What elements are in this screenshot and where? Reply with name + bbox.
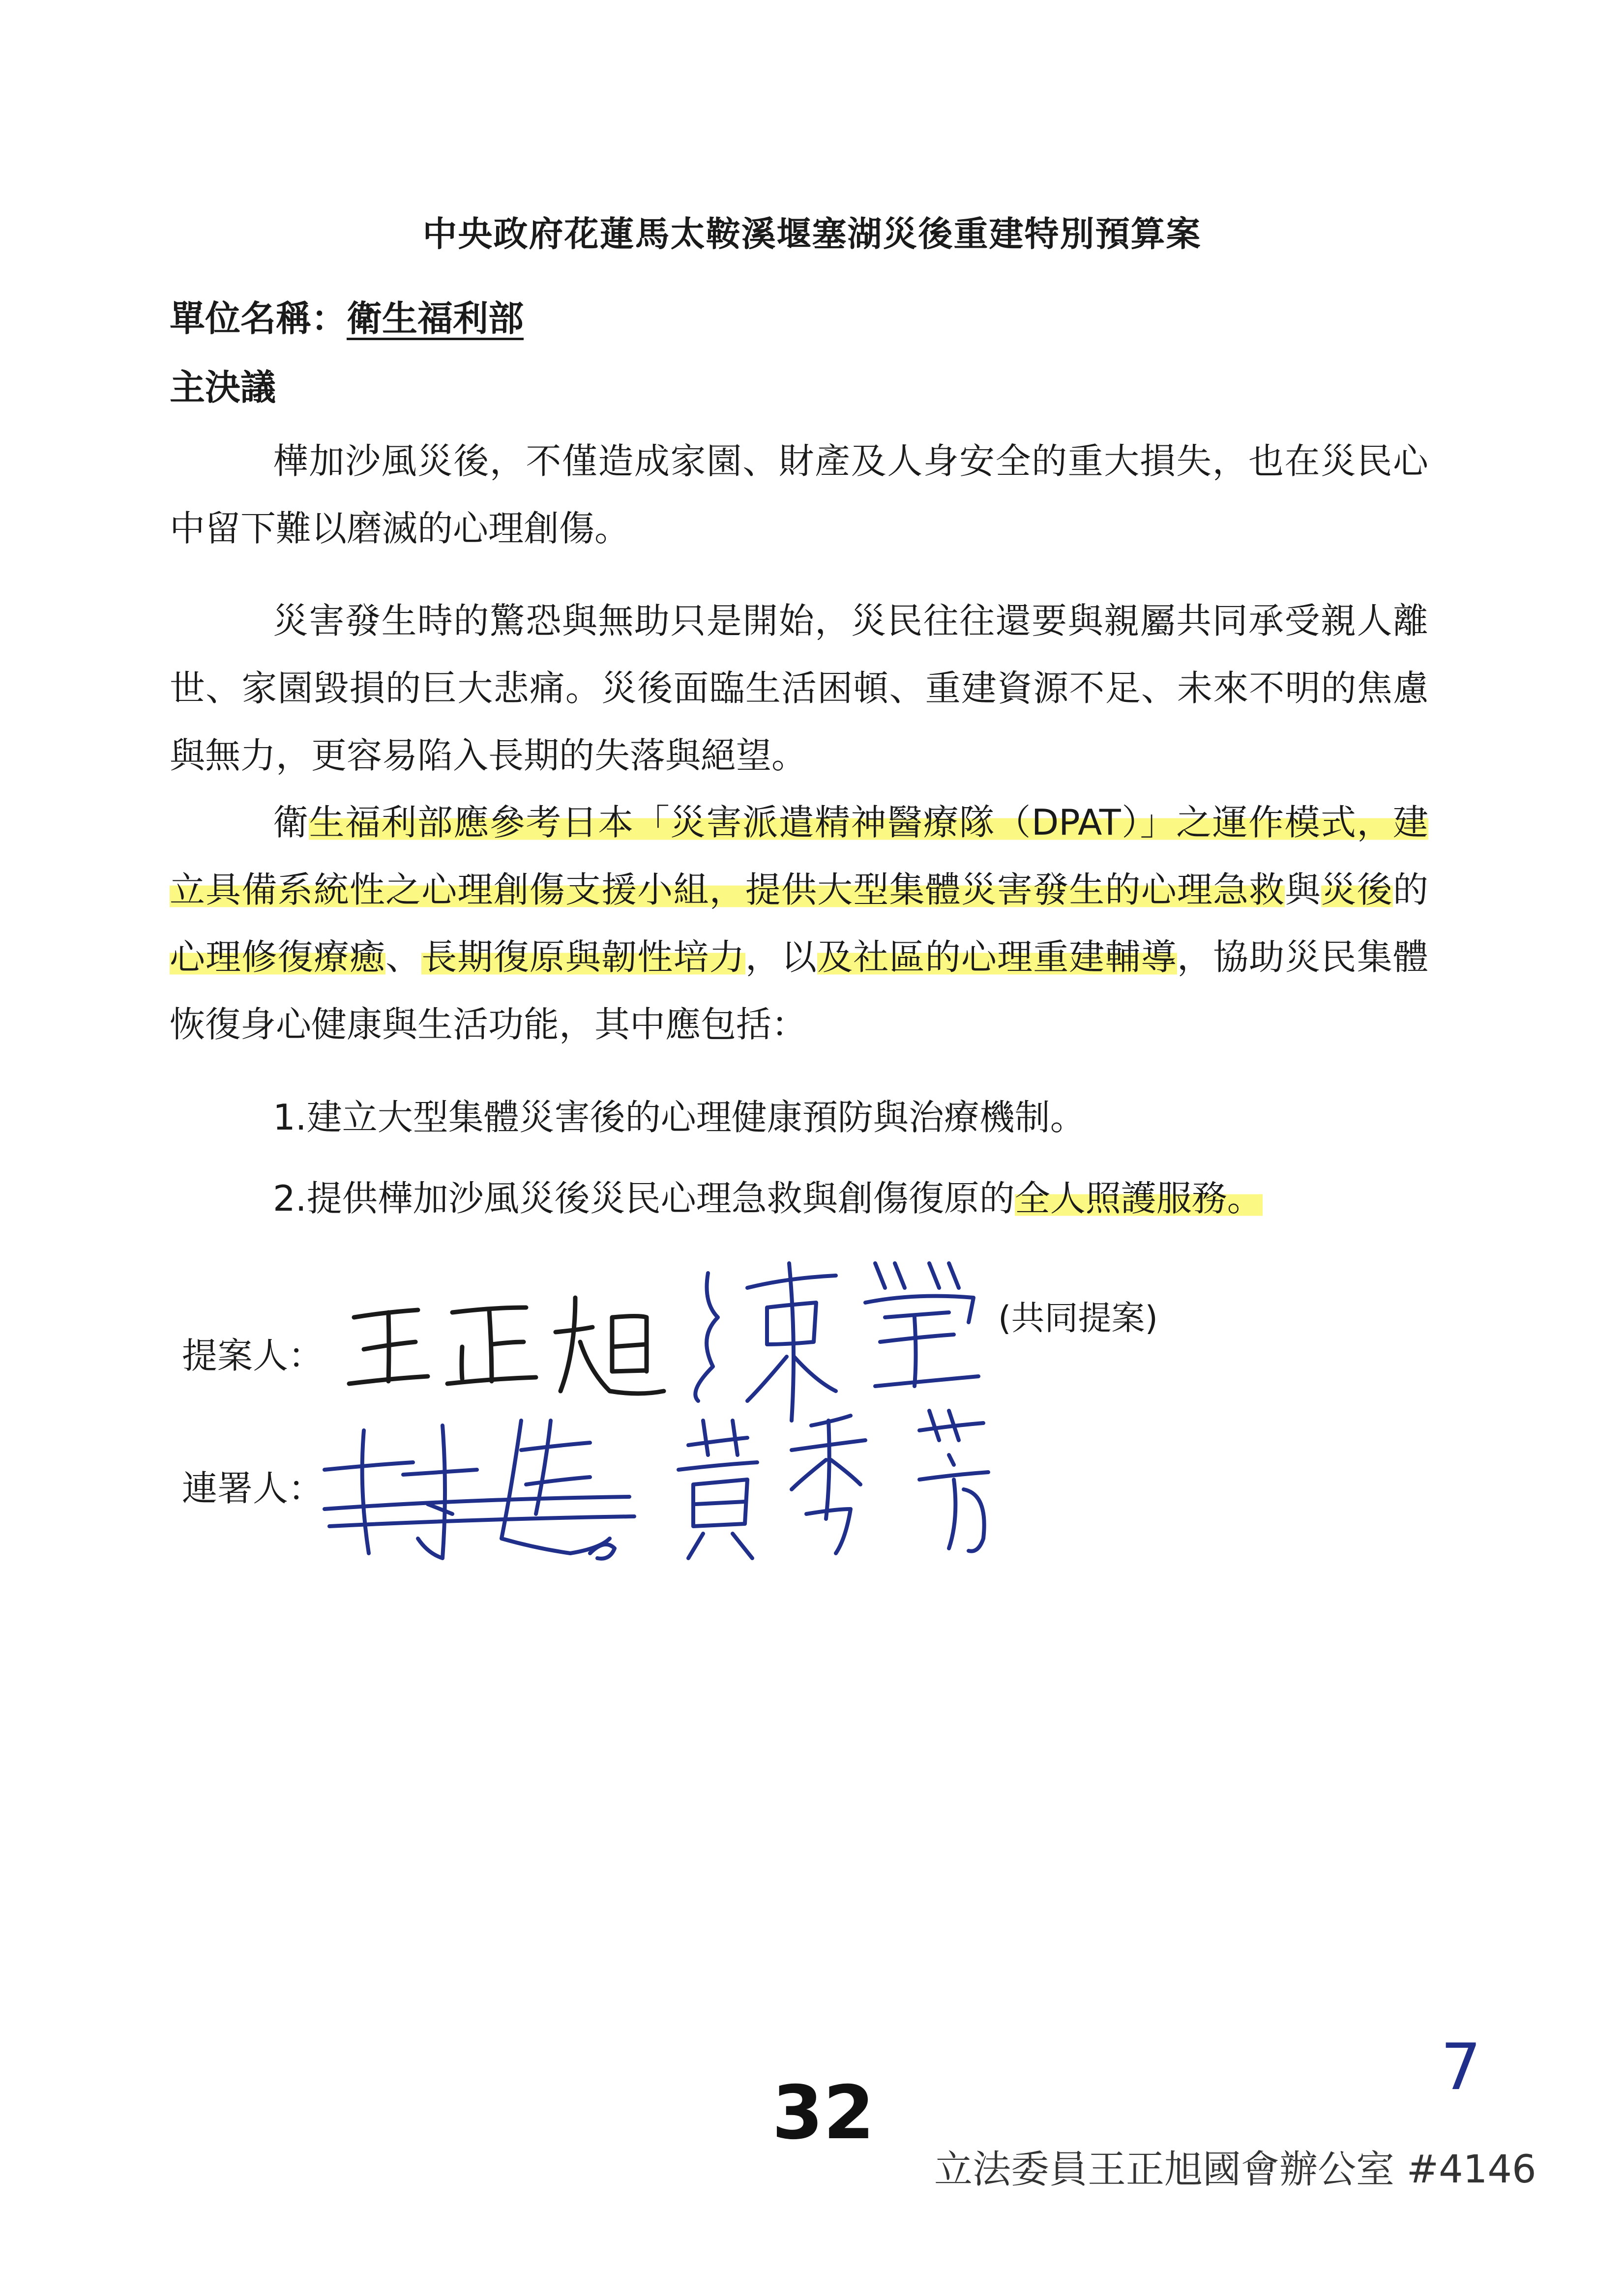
corner-mark <box>1436 2025 1495 2104</box>
page-number: 32 <box>772 2070 875 2156</box>
cosigner-signatures <box>315 1391 1101 1612</box>
p3-seg: ，以 <box>745 936 818 978</box>
paragraph-3 <box>170 789 1428 1058</box>
p3-highlight: 災後 <box>1321 869 1393 910</box>
p3-highlight: 長期復原與韌性培力 <box>421 936 745 978</box>
document-title: 中央政府花蓮馬太鞍溪堰塞湖災後重建特別預算案 <box>422 214 1202 254</box>
cosigner-label: 連署人： <box>182 1468 324 1509</box>
p3-highlight: 心理修復療癒 <box>170 936 386 978</box>
proposer-note: (共同提案) <box>998 1299 1158 1338</box>
list-item-2 <box>273 1170 1263 1221</box>
p3-seg: ，協助災民集體恢復身心健康與生活功能，其中應包括： <box>170 936 1428 1045</box>
p3-seg: 的 <box>1392 869 1428 910</box>
proposer-label: 提案人： <box>182 1335 324 1376</box>
unit-name: 衛生福利部 <box>347 298 524 339</box>
item2-highlight: 全人照護服務。 <box>1014 1178 1263 1219</box>
p3-seg: 、 <box>385 936 422 978</box>
list-item-1: 1.建立大型集體災害後的心理健康預防與治療機制。 <box>273 1097 1086 1138</box>
paragraph-1: 樺加沙風災後，不僅造成家園、財產及人身安全的重大損失，也在災民心中留下難以磨滅的心理創傷。 <box>170 440 1428 549</box>
page-number-mark <box>767 2064 924 2163</box>
paragraph-2: 災害發生時的驚恐與無助只是開始，災民往往還要與親屬共同承受親人離世、家園毀損的巨大悲痛。災後面臨生活困頓、重建資源不足、未來不明的焦慮與無力，更容易陷入長期的失落與絕望。 <box>170 600 1428 776</box>
unit-line <box>170 290 524 341</box>
resolution-heading: 主決議 <box>170 367 276 408</box>
p3-highlight: 系統性之心理創傷支援小組，提供大型集體災害發生的心理急救 <box>277 869 1285 910</box>
corner-mark-text: 7 <box>1441 2030 1481 2104</box>
unit-label: 單位名稱： <box>170 298 347 339</box>
office-stamp <box>934 2128 1573 2207</box>
p3-seg: 衛 <box>273 802 309 843</box>
item2-text: 2.提供樺加沙風災後災民心理急救與創傷復原的 <box>273 1178 1015 1219</box>
office-stamp-text: 立法委員王正旭國會辦公室 #4146 <box>934 2148 1536 2192</box>
p3-seg: 與 <box>1285 869 1321 910</box>
p3-highlight: 生福利部應參考日本「災害派遣精神醫療隊（DPAT）」之運作模式，建立具備 <box>170 802 1428 910</box>
p3-highlight: 及社區的心理重建輔導 <box>817 936 1177 978</box>
